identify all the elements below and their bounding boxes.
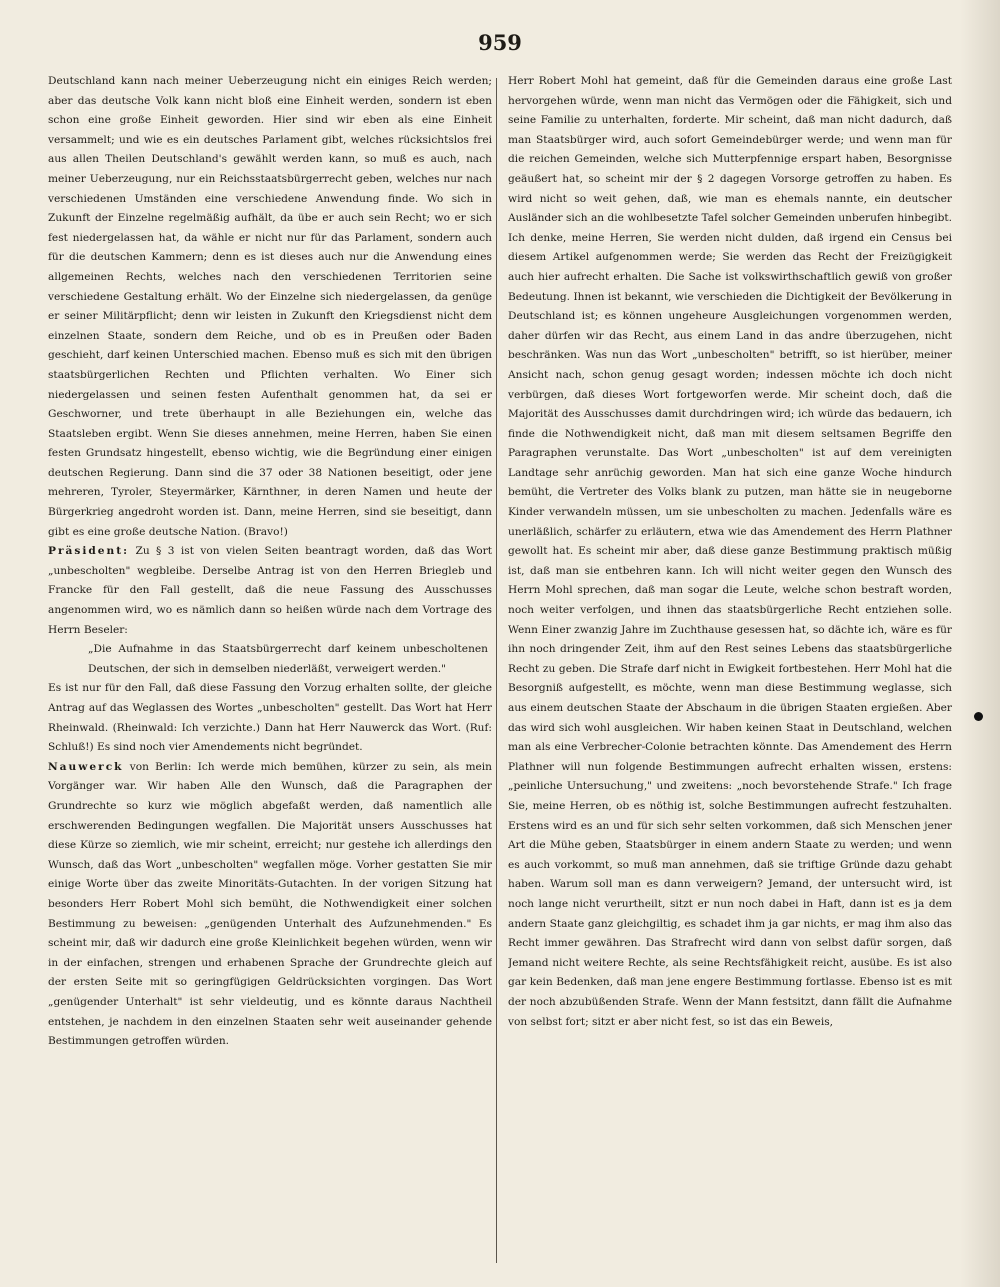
right-column [508,72,952,1272]
speaker-name: Nauwerck [48,760,124,773]
page-edge-shadow [960,0,1000,1287]
paragraph: Es ist nur für den Fall, daß diese Fassung den Vorzug erhalten sollte, der gleiche Antrag auf das Weglassen des Wortes „unbescholten" gestellt. Das Wort hat Herr Rheinwald. (Rheinwald: Ich verzichte.) Dann hat Herr Nauwerck das Wort. (Ruf: Schluß!) Es sind noch vier Amendements nicht begründet. [48,682,492,754]
speech-text: Zu § 3 ist von vielen Seiten beantragt worden, daß das Wort „unbescholten" wegbleibe. Derselbe Antrag ist von den Herren Briegleb und Francke für den Fall gestellt, daß die neue Fassung des Ausschusses angenommen wird, wo es nämlich dann so heißen würde nach dem Vortrage des Herrn Beseler: [48,545,492,636]
speaker-name: Präsident: [48,545,130,558]
left-column [48,72,492,1272]
speech-text: von Berlin: Ich werde mich bemühen, kürzer zu sein, als mein Vorgänger war. Wir haben Alle den Wunsch, daß die Paragraphen der Grundrechte so kurz wie möglich abgefaßt werden, daß namentlich alle erschwerenden Bedingungen wegfallen. Die Majorität unsers Ausschusses hat diese Kürze so ziemlich, wie mir scheint, erreicht; nur gestehe ich allerdings den Wunsch, daß das Wort „unbescholten" wegfallen möge. Vorher gestatten Sie mir einige Worte über das zweite Minoritäts-Gutachten. In der vorigen Sitzung hat besonders Herr Robert Mohl sich bemüht, die Nothwendigkeit einer solchen Bestimmung zu beweisen: „genügenden Unterhalt des Aufzunehmenden." Es scheint mir, daß wir dadurch eine große Kleinlichkeit begehen würden, wenn wir in der einfachen, strengen und erhabenen Sprache der Grundrechte gleich auf der ersten Seite mit so geringfügigen Geldrücksichten vorgingen. Das Wort „genügender Unterhalt" ist sehr vieldeutig, und es könnte daraus Nachtheil entstehen, je nachdem in den einzelnen Staaten sehr weit auseinander gehende Bestimmungen getroffen würden. [48,760,492,1048]
page-number: 959 [478,30,522,55]
paragraph: Herr Robert Mohl hat gemeint, daß für die Gemeinden daraus eine große Last hervorgehen würde, wenn man nicht das Vermögen oder die Fähigkeit, sich und seine Familie zu unterhalten, forderte. Mir scheint, daß man nicht dadurch, daß man Staatsbürger wird, auch sofort Gemeindebürger werde; und wenn man für die reichen Gemeinden, welche sich Mutterpfennige erspart haben, Besorgnisse geäußert hat, so scheint mir der § 2 dagegen Vorsorge getroffen zu haben. Es wird nicht so weit gehen, daß, wie man es ehemals nannte, ein deutscher Ausländer sich an die wohlbesetzte Tafel solcher Gemeinden unberufen hinbegibt. Ich denke, meine Herren, Sie werden nicht dulden, daß irgend ein Census bei diesem Artikel aufgenommen werde; Sie werden das Recht der Freizügigkeit auch hier aufrecht erhalten. Die Sache ist volkswirthschaftlich gewiß von großer Bedeutung. Ihnen ist bekannt, wie verschieden die Dichtigkeit der Bevölkerung in Deutschland ist; es können ungeheure Ausgleichungen vorgenommen werden, daher dürfen wir das Recht, aus einem Land in das andre überzugehen, nicht beschränken. Was nun das Wort „unbescholten" betrifft, so ist hierüber, meiner Ansicht nach, schon genug gesagt worden; indessen möchte ich doch nicht verbürgen, daß dieses Wort fortgeworfen werde. Mir scheint doch, daß die Majorität des Ausschusses damit durchdringen wird; ich würde das bedauern, ich finde die Nothwendigkeit nicht, daß man mit diesem seltsamen Begriffe den Paragraphen verunstalte. Das Wort „unbescholten" ist auf dem vereinigten Landtage sehr anrüchig geworden. Man hat sich eine ganze Woche hindurch bemüht, die Vertreter des Volks blank zu putzen, man hätte sie in neugeborne Kinder verwandeln müssen, um sie unbescholten zu machen. Jedenfalls wäre es unerläßlich, schärfer zu erläutern, etwa wie das Amendement des Herrn Plathner gewollt hat. Es scheint mir aber, daß diese ganze Bestimmung praktisch müßig ist, daß man sie entbehren kann. Ich will nicht weiter gegen den Wunsch des Herrn Mohl sprechen, daß man sogar die Leute, welche schon bestraft worden, noch weiter verfolgen, und ihnen das staatsbürgerliche Recht entziehen solle. Wenn Einer zwanzig Jahre im Zuchthause gesessen hat, so dächte ich, wäre es für ihn noch dringender Zeit, ihm auf den Rest seines Lebens das staatsbürgerliche Recht zu geben. Die Strafe darf nicht in Ewigkeit fortbestehen. Herr Mohl hat die Besorgniß aufgestellt, es möchte, wenn man diese Bestimmung weglasse, sich aus einem deutschen Staate der Abschaum in die übrigen Staaten ergießen. Aber das wird sich wohl ausgleichen. Wir haben keinen Staat in Deutschland, welchen man als eine Verbrecher-Colonie betrachten könnte. Das Amendement des Herrn Plathner will nun folgende Bestimmungen aufrecht erhalten wissen, erstens: „peinliche Untersuchung," und zweitens: „noch bevorstehende Strafe." Ich frage Sie, meine Herren, ob es nöthig ist, solche Bestimmungen aufrecht festzuhalten. Erstens wird es an und für sich sehr selten vorkommen, daß sich Menschen jener Art die Mühe geben, Staatsbürger in einem andern Staate zu werden; und wenn es auch vorkommt, so muß man annehmen, daß sie triftige Gründe dazu gehabt haben. Warum soll man es dann verweigern? Jemand, der untersucht wird, ist noch lange nicht verurtheilt, sitzt er nun noch dabei in Haft, dann ist es ja dem andern Staate ganz gleichgiltig, es schadet ihm ja gar nichts, er mag ihm also das Recht immer gewähren. Das Strafrecht wird dann von selbst dafür sorgen, daß Jemand nicht weitere Rechte, als seine Rechtsfähigkeit reicht, ausübe. Es ist also gar kein Bedenken, daß man jene engere Bestimmung fortlasse. Ebenso ist es mit der noch abzubüßenden Strafe. Wenn der Mann festsitzt, dann fällt die Aufnahme von selbst fort; sitzt er aber nicht fest, so ist das ein Beweis, [508,75,952,1028]
paragraph: Deutschland kann nach meiner Ueberzeugung nicht ein einiges Reich werden; aber das deutsche Volk kann nicht bloß eine Einheit werden, sondern ist eben schon eine große Einheit geworden. Hier sind wir eben als eine Einheit versammelt; und wie es ein deutsches Parlament gibt, welches rücksichtslos frei aus allen Theilen Deutschland's gewählt werden kann, so muß es auch, nach meiner Ueberzeugung, nur ein Reichsstaatsbürgerrecht geben, welches nur nach verschiedenen Umständen eine verschiedene Anwendung finde. Wo sich in Zukunft der Einzelne regelmäßig aufhält, da übe er auch sein Recht; wo er sich fest niedergelassen hat, da wähle er nicht nur für das Parlament, sondern auch für die deutschen Kammern; denn es ist dieses auch nur die Anwendung eines allgemeinen Rechts, welches nach den verschiedenen Territorien seine verschiedene Gestaltung erhält. Wo der Einzelne sich niedergelassen, da genüge er seiner Militärpflicht; denn wir leisten in Zukunft den Kriegsdienst nicht dem einzelnen Staate, sondern dem Reiche, und ob es in Preußen oder Baden geschieht, darf keinen Unterschied machen. Ebenso muß es sich mit den übrigen staatsbürgerlichen Rechten und Pflichten verhalten. Wo Einer sich niedergelassen und seinen festen Aufenthalt genommen hat, da sei er Geschworner, und trete überhaupt in alle Beziehungen ein, welche das Staatsleben ergibt. Wenn Sie dieses annehmen, meine Herren, haben Sie einen festen Grundsatz hingestellt, ebenso wichtig, wie die Begründung einer einigen deutschen Regierung. Dann sind die 37 oder 38 Nationen beseitigt, oder jene mehreren, Tyroler, Steyermärker, Kärnthner, in deren Namen und heute der Bürgerkrieg angedroht worden ist. Dann, meine Herren, sind sie beseitigt, dann gibt es eine große deutsche Nation. (Bravo!) [48,75,492,538]
ink-dot [974,712,983,721]
quoted-text: „Die Aufnahme in das Staatsbürgerrecht darf keinem unbescholtenen Deutschen, der sich in demselben niederläßt, verweigert werden." [88,643,488,675]
paragraph [48,758,492,1052]
column-divider [496,78,497,1263]
paragraph [48,542,492,640]
